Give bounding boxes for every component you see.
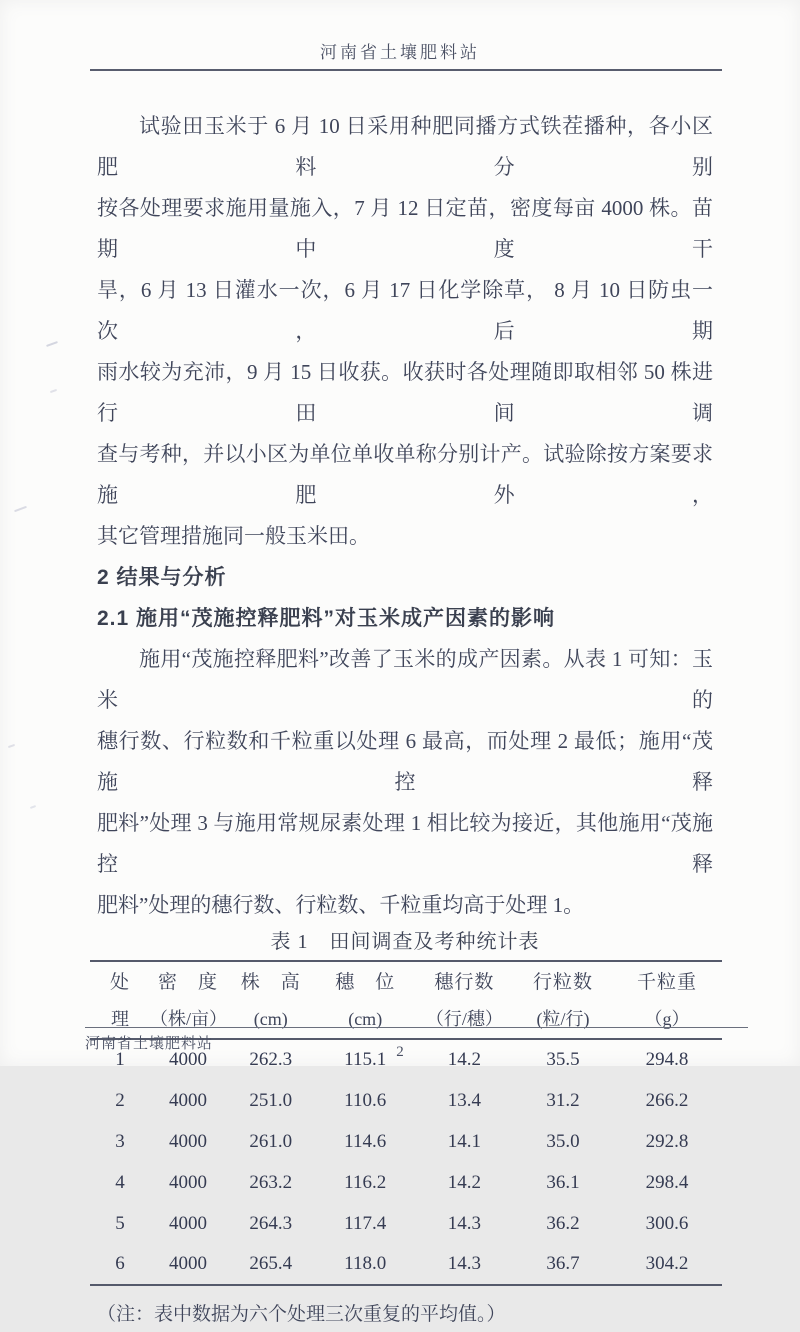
- subsection-heading-fertilizer-effect: 2.1 施用“茂施控释肥料”对玉米成产因素的影响: [97, 607, 556, 630]
- table-row: [90, 1080, 722, 1121]
- cell: 4000: [168, 1212, 207, 1234]
- scan-speck: [30, 805, 36, 809]
- scan-speck: [50, 389, 57, 393]
- column-header-plant-height: 株 高 (cm): [226, 961, 316, 1039]
- column-header-rows-per-ear: 穗行数 （行/穗）: [415, 961, 514, 1039]
- paragraph-line: 旱，6 月 13 日灌水一次，6 月 17 日化学除草， 8 月 10 日防虫一次，后期: [97, 278, 713, 343]
- page-number: 2: [396, 1044, 404, 1060]
- cell: 31.2: [546, 1089, 580, 1111]
- cell: 262.3: [249, 1049, 293, 1070]
- cell: 4: [115, 1171, 125, 1193]
- cell: 14.1: [447, 1130, 482, 1152]
- cell: 2: [115, 1089, 125, 1111]
- cell: 6: [115, 1253, 125, 1274]
- column-header-density: 密 度 （株/亩）: [150, 961, 226, 1039]
- table-note: （注：表中数据为六个处理三次重复的平均值。）: [97, 1304, 506, 1325]
- table-title: 表 1 田间调查及考种统计表: [270, 931, 540, 953]
- cell: 265.4: [249, 1253, 293, 1274]
- scan-speck: [14, 506, 27, 512]
- cell: 118.0: [344, 1253, 387, 1274]
- paragraph-line: 按各处理要求施用量施入，7 月 12 日定苗，密度每亩 4000 株。苗期中度干: [97, 196, 713, 261]
- footer-site-name: 河南省土壤肥料站: [85, 1036, 214, 1052]
- cell: 4000: [168, 1089, 207, 1111]
- cell: 4000: [168, 1253, 207, 1274]
- cell: 117.4: [344, 1212, 387, 1234]
- column-header-treatment: 处 理: [90, 961, 150, 1039]
- section-heading-results: 2 结果与分析: [97, 566, 227, 589]
- cell: 251.0: [249, 1089, 293, 1111]
- cell: 263.2: [249, 1171, 293, 1193]
- paragraph-line: 肥料”处理 3 与施用常规尿素处理 1 相比较为接近，其他施用“茂施控释: [97, 811, 713, 876]
- cell: 292.8: [645, 1130, 689, 1152]
- cell: 114.6: [344, 1130, 387, 1152]
- cell: 14.2: [447, 1171, 482, 1193]
- cell: 300.6: [645, 1212, 689, 1234]
- cell: 4000: [168, 1171, 207, 1193]
- column-header-thousand-kernel-weight: 千粒重 （g）: [612, 961, 722, 1039]
- cell: 304.2: [645, 1253, 689, 1274]
- footer-rule: [85, 1027, 748, 1028]
- cell: 110.6: [344, 1089, 387, 1111]
- paragraph-line: 查与考种，并以小区为单位单收单称分别计产。试验除按方案要求施肥外，: [97, 442, 713, 507]
- cell: 115.1: [344, 1049, 387, 1070]
- table-row: [90, 1244, 722, 1285]
- cell: 36.2: [546, 1212, 580, 1234]
- scan-speck: [46, 341, 58, 347]
- table-row: [90, 1162, 722, 1203]
- header-site-name: 河南省土壤肥料站: [320, 43, 480, 62]
- cell: 294.8: [645, 1049, 689, 1070]
- cell: 298.4: [645, 1171, 689, 1193]
- paragraph-line: 其它管理措施同一般玉米田。: [97, 524, 370, 548]
- document-body: [97, 106, 713, 1332]
- scan-speck: [8, 744, 15, 748]
- table-row: [90, 1203, 722, 1244]
- cell: 36.1: [546, 1171, 580, 1193]
- table-row: [90, 1121, 722, 1162]
- cell: 14.3: [447, 1212, 482, 1234]
- cell: 35.0: [546, 1130, 580, 1152]
- column-header-kernels-per-row: 行粒数 (粒/行): [514, 961, 612, 1039]
- cell: 1: [115, 1049, 125, 1070]
- cell: 4000: [168, 1130, 207, 1152]
- cell: 261.0: [249, 1130, 293, 1152]
- paragraph-field-management: [97, 106, 713, 557]
- paragraph-line: 穗行数、行粒数和千粒重以处理 6 最高，而处理 2 最低；施用“茂施控释: [97, 729, 713, 794]
- cell: 3: [115, 1130, 125, 1152]
- cell: 5: [115, 1212, 125, 1234]
- cell: 4000: [168, 1049, 207, 1070]
- cell: 116.2: [344, 1171, 387, 1193]
- cell: 266.2: [645, 1089, 689, 1111]
- cell: 264.3: [249, 1212, 293, 1234]
- cell: 36.7: [546, 1253, 580, 1274]
- cell: 13.4: [447, 1089, 482, 1111]
- field-survey-table: [90, 960, 722, 1286]
- header-rule: [90, 69, 722, 71]
- paragraph-line: 施用“茂施控释肥料”改善了玉米的成产因素。从表 1 可知：玉米的: [97, 647, 713, 712]
- cell: 35.5: [546, 1049, 580, 1070]
- paragraph-line: 雨水较为充沛，9 月 15 日收获。收获时各处理随即取相邻 50 株进行田间调: [97, 360, 713, 425]
- cell: 14.2: [447, 1049, 482, 1070]
- paragraph-line: 肥料”处理的穗行数、行粒数、千粒重均高于处理 1。: [97, 893, 585, 917]
- paragraph-results-analysis: [97, 639, 713, 926]
- paragraph-line: 试验田玉米于 6 月 10 日采用种肥同播方式铁茬播种，各小区肥料分别: [97, 114, 713, 179]
- cell: 14.3: [447, 1253, 482, 1274]
- column-header-ear-height: 穗 位 (cm): [316, 961, 415, 1039]
